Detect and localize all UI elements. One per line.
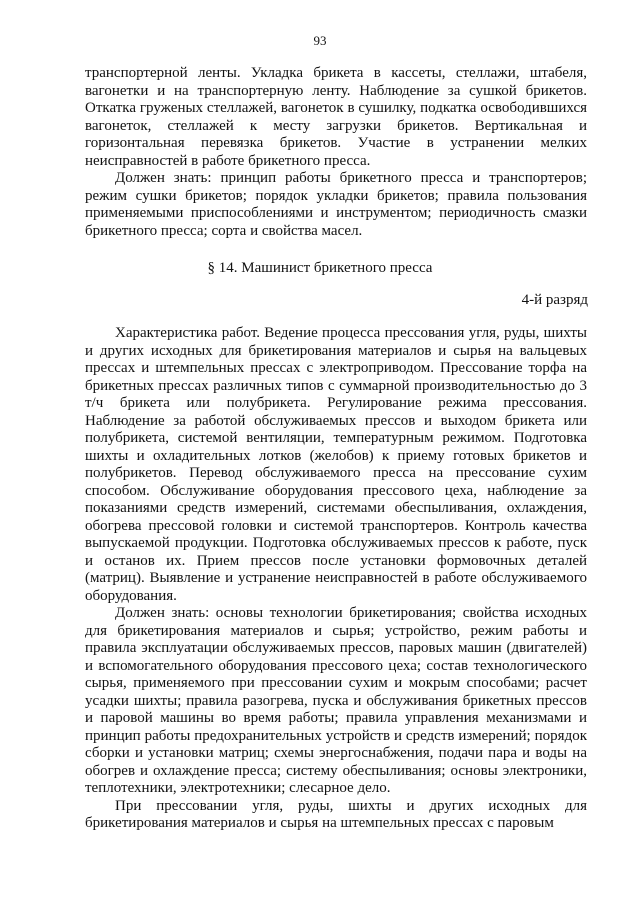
paragraph-must-know: Должен знать: основы технологии брикетирования; свойства исходных для брикетирования материалов и сырья; устройство, режим работы и правила эксплуатации обслуживаемых прессов, паровых машин (двигателей) и вспомогательного оборудования прессового цеха; состав технологического сырья, применяемого при прессовании сухим и мокрым способами; расчет усадки шихты; правила разогрева, пуска и обслуживания брикетных прессов и паровой машины во время работы; правила управления механизмами и принцип работы предохранительных устройств и средств измерений; порядок сборки и установки матриц; схемы энергоснабжения, подачи пара и воды на обогрев и охлаждение пресса; систему обеспыливания; основы электроники, теплотехники, электротехники; слесарное дело. xyxy=(85,605,587,796)
paragraph-steam-presses: При прессовании угля, руды, шихты и других исходных для брикетирования материалов и сырья на штемпельных прессах с паровым xyxy=(85,797,587,831)
section-title: § 14. Машинист брикетного пресса xyxy=(207,260,433,276)
main-text-block xyxy=(85,325,587,833)
paragraph-continuation: транспортерной ленты. Укладка брикета в кассеты, стеллажи, штабеля, вагонетки и на транспортерную ленту. Наблюдение за сушкой брикетов. Откатка груженых стеллажей, вагонеток в сушилку, подкатка освободившихся вагонеток, стеллажей к месту загрузки брикетов. Вертикальная и горизонтальная перевязка брикетов. Участие в устранении мелких неисправностей в работе брикетного пресса. xyxy=(85,65,587,169)
paragraph-work-characteristics: Характеристика работ. Ведение процесса прессования угля, руды, шихты и других исходных для брикетирования материалов и сырья на вальцевых прессах и штемпельных прессах с электроприводом. Прессование торфа на брикетных прессах различных типов с суммарной производительностью до 3 т/ч брикета или полубрикета. Регулирование режима прессования. Наблюдение за работой обслуживаемых прессов и выходом брикета или полубрикета, системой вентиляции, температурным режимом. Подготовка шихты и охладительных лотков (желобов) к приему готовых брикетов и полубрикетов. Перевод обслуживаемого пресса на прессование сухим способом. Обслуживание оборудования прессового цеха, наблюдение за показаниями средств измерений, системами обеспыливания, охлаждения, обогрева прессовой головки и системой транспортеров. Контроль качества выпускаемой продукции. Подготовка обслуживаемых прессов к работе, пуск и останов их. Прием прессов после установки формовочных деталей (матриц). Выявление и устранение неисправностей в работе обслуживаемого оборудования. xyxy=(85,325,587,604)
intro-text-block xyxy=(85,65,587,240)
paragraph-knowledge-presser: Должен знать: принцип работы брикетного пресса и транспортеров; режим сушки брикетов; порядок укладки брикетов; правила пользования применяемыми приспособлениями и инструментом; периодичность смазки брикетного пресса; сорта и свойства масел. xyxy=(85,170,587,239)
grade-label: 4-й разряд xyxy=(521,292,588,308)
page-number: 93 xyxy=(313,33,327,48)
